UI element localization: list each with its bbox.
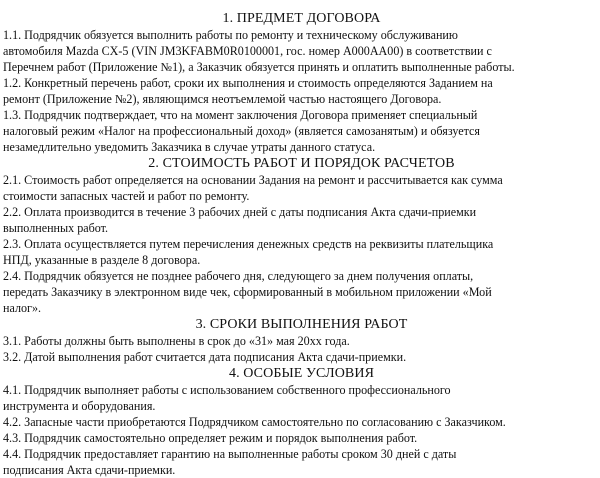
paragraph: 1.3. Подрядчик подтверждает, что на момент заключения Договора применяет специальный налоговый режим «Налог на профессиональный доход» (является самозанятым) и обязуется незамедлительно уведомить Заказчика в случае утраты данного статуса. (3, 108, 480, 154)
paragraph: 4.1. Подрядчик выполняет работы с использованием собственного профессионального инструмента и оборудования. (3, 383, 451, 413)
paragraph: 1.1. Подрядчик обязуется выполнить работы по ремонту и техническому обслуживанию автомобиля Mazda CX-5 (VIN JM3KFABM0R0100001, гос. номер А000АА00) в соответствии с Перечнем работ (Приложение №1), а Заказчик обязуется принять и оплатить выполненные работы. (3, 28, 515, 74)
section-heading: 1. ПРЕДМЕТ ДОГОВОРА (222, 11, 381, 26)
section-subject (3, 10, 600, 155)
paragraph: 2.2. Оплата производится в течение 3 рабочих дней с даты подписания Акта сдачи-приемки выполненных работ. (3, 205, 477, 235)
paragraph: 2.3. Оплата осуществляется путем перечисления денежных средств на реквизиты плательщика НПД, указанные в разделе 8 договора. (3, 237, 494, 267)
paragraph: 3.2. Датой выполнения работ считается дата подписания Акта сдачи-приемки. (3, 350, 407, 364)
paragraph: 4.2. Запасные части приобретаются Подрядчиком самостоятельно по согласованию с Заказчиком. (3, 415, 506, 429)
section-special-terms (3, 365, 600, 478)
section-deadlines (3, 316, 600, 365)
paragraph: 2.1. Стоимость работ определяется на основании Задания на ремонт и рассчитывается как сумма стоимости запасных частей и работ по ремонту. (3, 173, 503, 203)
section-heading: 2. СТОИМОСТЬ РАБОТ И ПОРЯДОК РАСЧЕТОВ (148, 156, 455, 171)
paragraph: 4.3. Подрядчик самостоятельно определяет режим и порядок выполнения работ. (3, 431, 418, 445)
paragraph: 1.2. Конкретный перечень работ, сроки их выполнения и стоимость определяются Заданием на ремонт (Приложение №2), являющимся неотъемлемой частью настоящего Договора. (3, 76, 493, 106)
section-heading: 4. ОСОБЫЕ УСЛОВИЯ (228, 366, 375, 381)
section-payment (3, 155, 600, 316)
paragraph: 2.4. Подрядчик обязуется не позднее рабочего дня, следующего за днем получения оплаты, передать Заказчику в электронном виде чек, сформированный в мобильном приложении «Мой налог». (3, 269, 492, 315)
paragraph: 4.4. Подрядчик предоставляет гарантию на выполненные работы сроком 30 дней с даты подписания Акта сдачи-приемки. (3, 447, 457, 477)
paragraph: 3.1. Работы должны быть выполнены в срок до «31» мая 20хх года. (3, 334, 350, 348)
section-heading: 3. СРОКИ ВЫПОЛНЕНИЯ РАБОТ (195, 317, 408, 332)
